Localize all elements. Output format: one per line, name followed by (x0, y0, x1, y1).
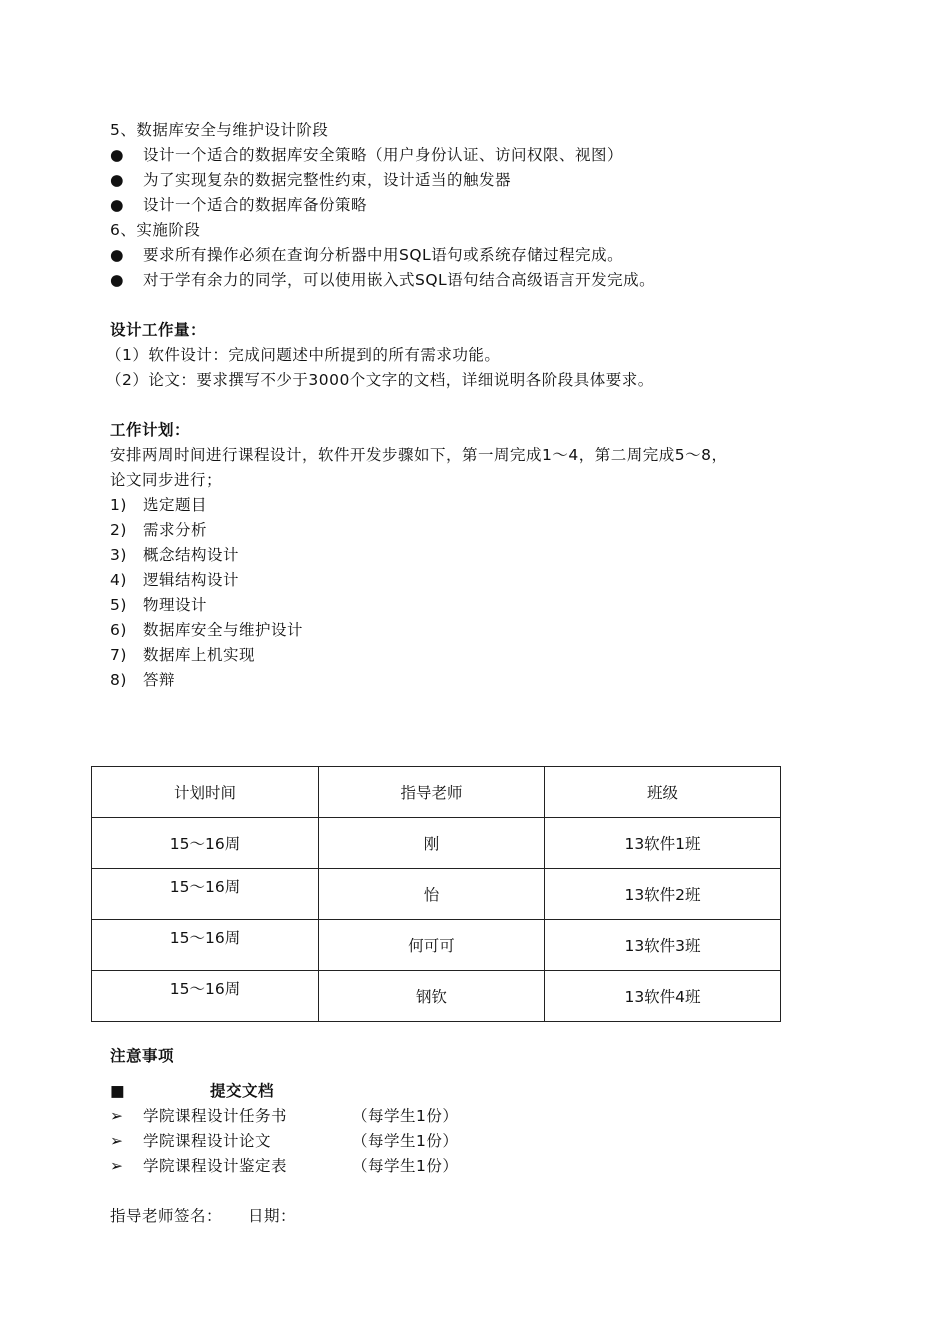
table-row (92, 920, 781, 971)
table-row (92, 869, 781, 920)
arrow-bullet-icon: ➢ (110, 1107, 124, 1125)
submit-docs-heading: ■ 提交文档 (110, 1079, 274, 1104)
bullet-icon: ● (110, 171, 125, 189)
plan-step: 8) 答辩 (110, 671, 176, 689)
signature-line (110, 1204, 296, 1229)
plan-title: 工作计划： (110, 421, 191, 439)
table-cell: 13软件4班 (545, 971, 781, 1022)
table-cell: 钢钦 (319, 971, 545, 1022)
table-cell: 怡 (319, 869, 545, 920)
plan-step: 5) 物理设计 (110, 596, 208, 614)
doc-item: ➢ 学院课程设计鉴定表 （每学生1份） (110, 1154, 530, 1179)
workload-title: 设计工作量： (110, 321, 207, 339)
table-cell: 15～16周 (92, 971, 319, 1022)
table-row (92, 971, 781, 1022)
doc-item: ➢ 学院课程设计任务书 （每学生1份） (110, 1104, 530, 1129)
table-cell: 何可可 (319, 920, 545, 971)
plan-intro: 安排两周时间进行课程设计，软件开发步骤如下，第一周完成1～4，第二周完成5～8， (110, 446, 728, 464)
table-cell: 15～16周 (92, 920, 319, 971)
plan-step: 7) 数据库上机实现 (110, 646, 256, 664)
square-bullet-icon: ■ (110, 1082, 126, 1100)
arrow-bullet-icon: ➢ (110, 1132, 124, 1150)
plan-step: 4) 逻辑结构设计 (110, 571, 240, 589)
section-6-heading: 6、实施阶段 (110, 221, 201, 239)
date-label: 日期： (248, 1207, 297, 1225)
table-cell: 13软件1班 (545, 818, 781, 869)
workload-item: （2）论文：要求撰写不少于3000个文字的文档，详细说明各阶段具体要求。 (106, 371, 654, 389)
bullet-icon: ● (110, 146, 125, 164)
table-cell: 13软件2班 (545, 869, 781, 920)
plan-step: 1) 选定题目 (110, 496, 208, 514)
table-cell: 15～16周 (92, 818, 319, 869)
list-item: ● 设计一个适合的数据库备份策略 (110, 193, 367, 218)
bullet-icon: ● (110, 246, 125, 264)
list-item: ● 对于学有余力的同学，可以使用嵌入式SQL语句结合高级语言开发完成。 (110, 268, 655, 293)
list-item: ● 设计一个适合的数据库安全策略（用户身份认证、访问权限、视图） (110, 143, 623, 168)
list-item: ● 要求所有操作必须在查询分析器中用SQL语句或系统存储过程完成。 (110, 243, 623, 268)
table-cell: 15～16周 (92, 869, 319, 920)
plan-intro-cont: 论文同步进行； (110, 471, 223, 489)
plan-step: 2) 需求分析 (110, 521, 208, 539)
plan-step: 3) 概念结构设计 (110, 546, 240, 564)
plan-step: 6) 数据库安全与维护设计 (110, 621, 304, 639)
arrow-bullet-icon: ➢ (110, 1157, 124, 1175)
workload-item: （1）软件设计：完成问题述中所提到的所有需求功能。 (106, 346, 501, 364)
header-cell: 班级 (545, 767, 781, 818)
doc-item: ➢ 学院课程设计论文 （每学生1份） (110, 1129, 530, 1154)
bullet-icon: ● (110, 196, 125, 214)
table-row (92, 818, 781, 869)
table-cell: 13软件3班 (545, 920, 781, 971)
list-item: ● 为了实现复杂的数据完整性约束，设计适当的触发器 (110, 168, 511, 193)
header-cell: 计划时间 (92, 767, 319, 818)
header-cell: 指导老师 (319, 767, 545, 818)
bullet-icon: ● (110, 271, 125, 289)
schedule-table (91, 766, 781, 1022)
section-5-heading: 5、数据库安全与维护设计阶段 (110, 121, 329, 139)
table-header-row (92, 767, 781, 818)
table-cell: 刚 (319, 818, 545, 869)
notes-title: 注意事项 (110, 1047, 175, 1065)
signature-label: 指导老师签名： (110, 1207, 223, 1225)
